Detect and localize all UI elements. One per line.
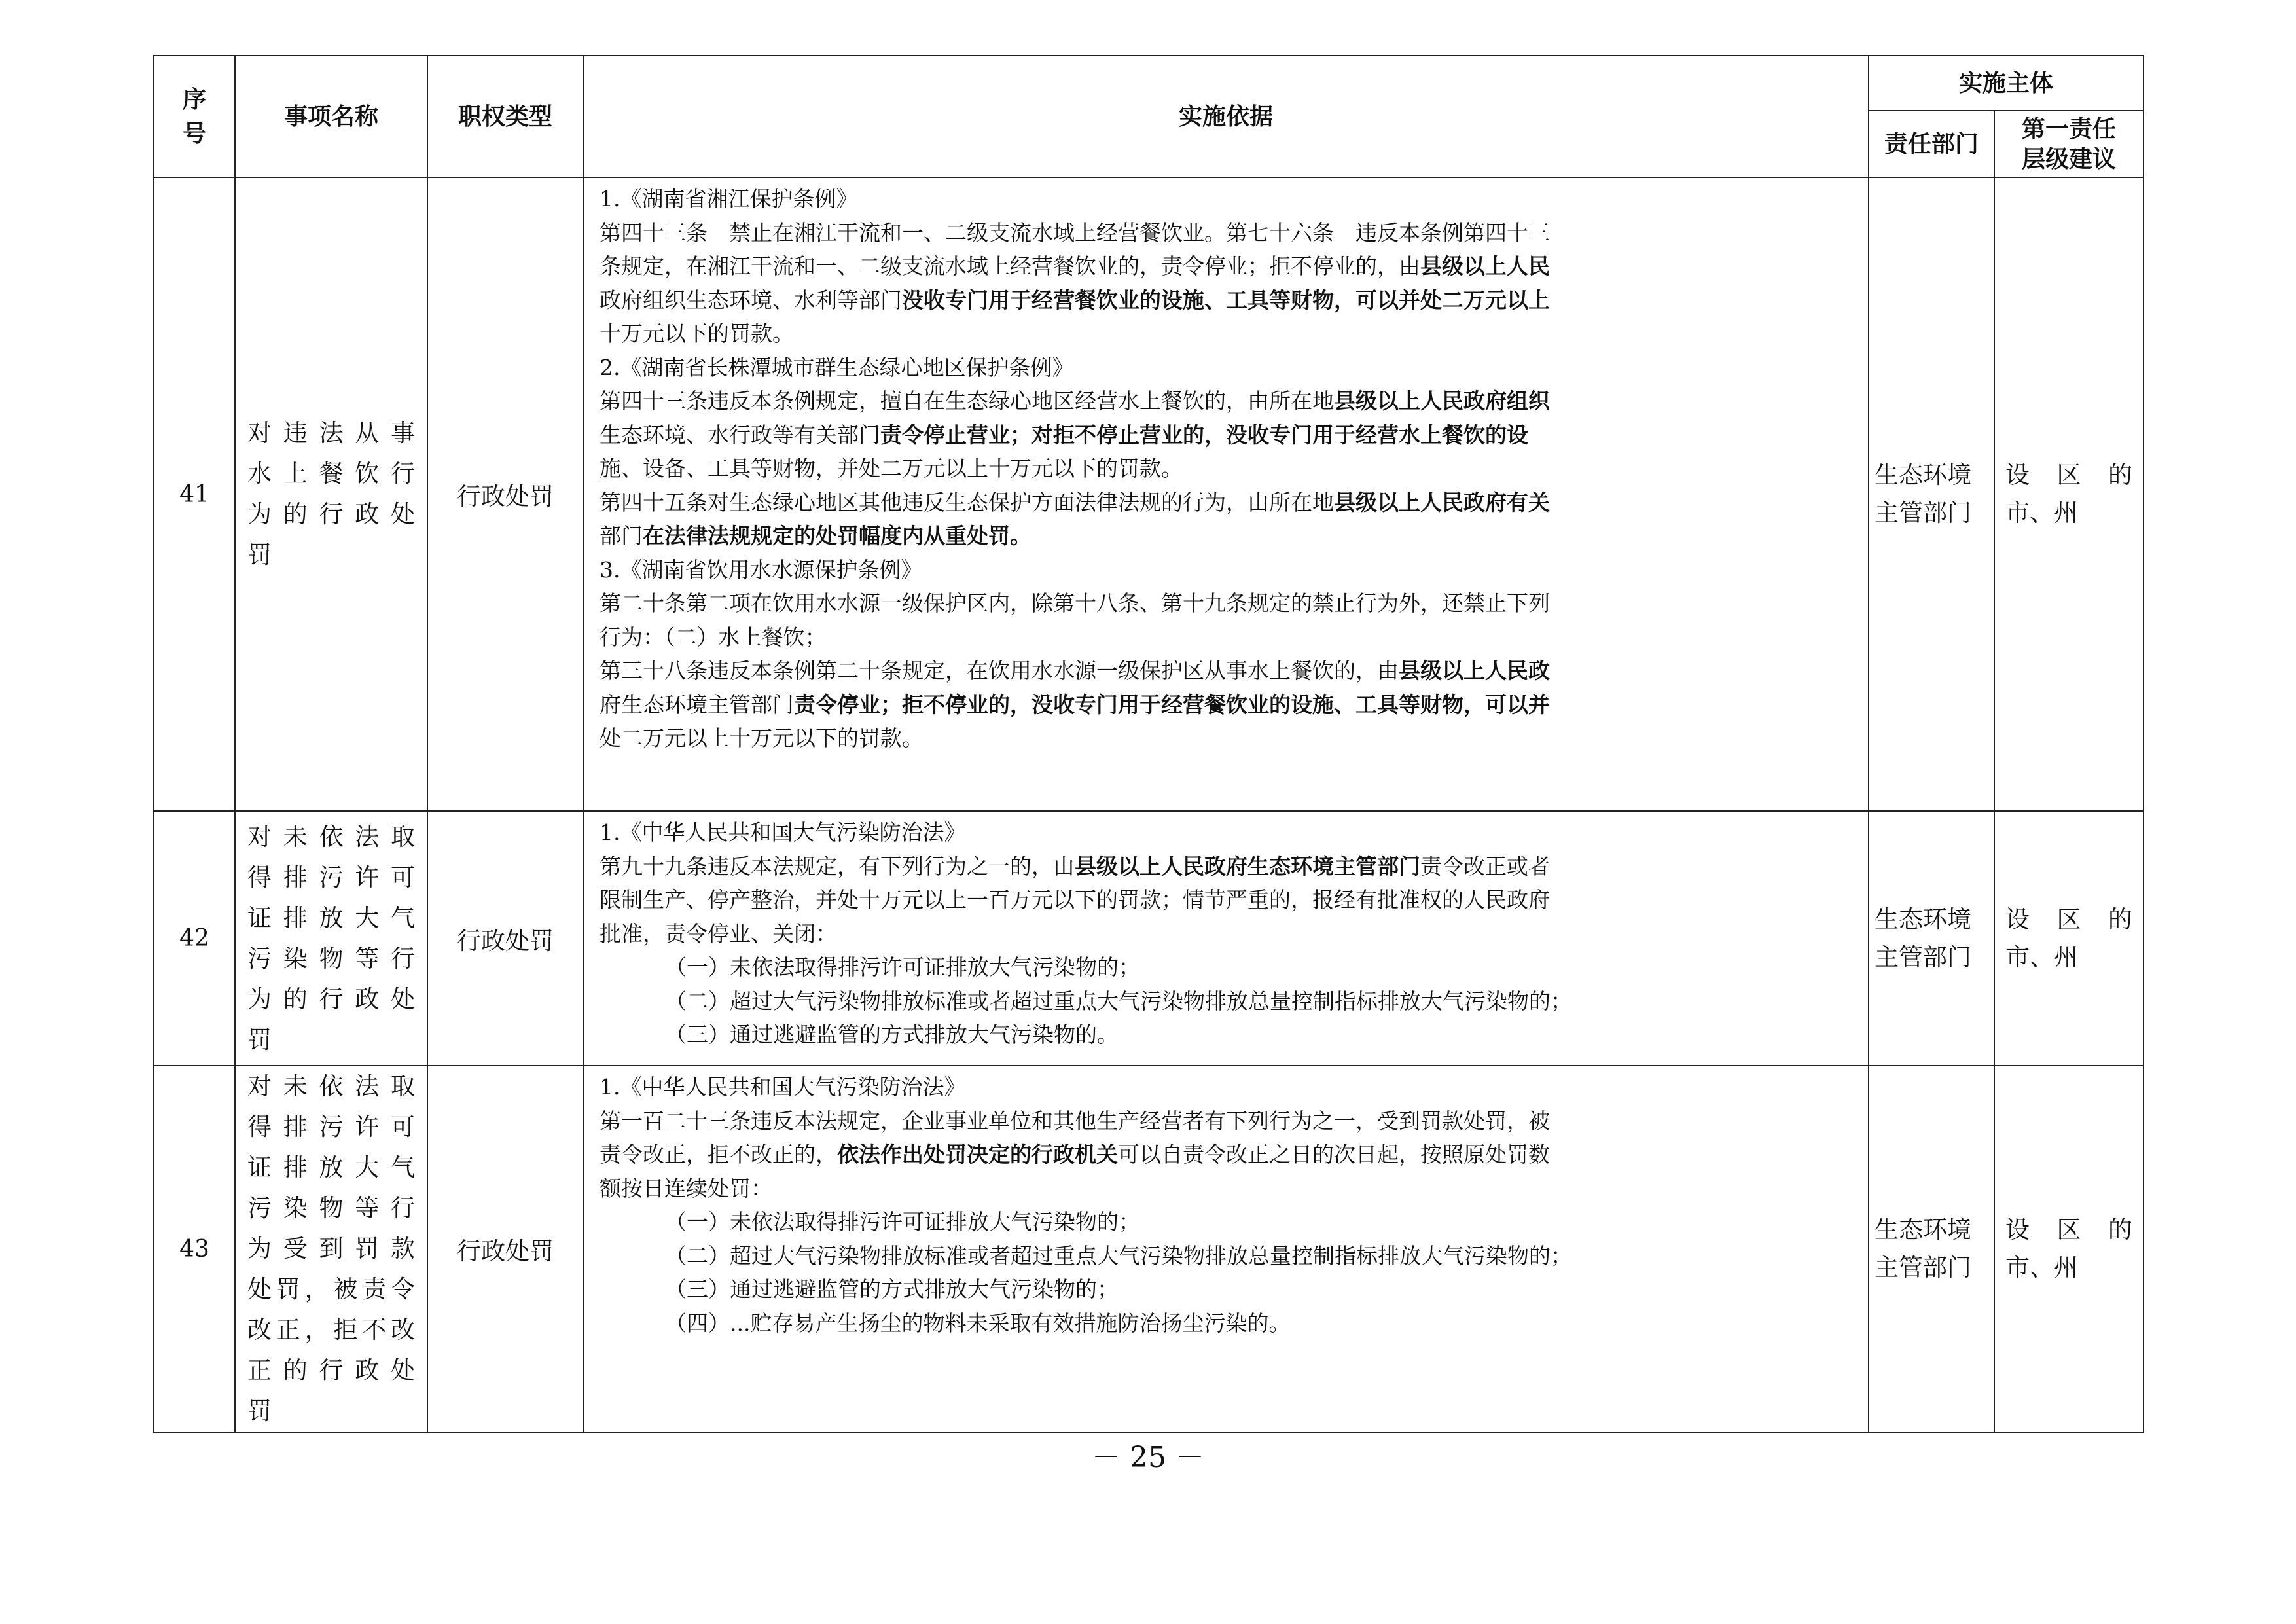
legal-basis bbox=[583, 811, 1869, 1066]
item-name-line: 对未依法取 bbox=[247, 1072, 415, 1100]
item-name-line: 罚 bbox=[247, 541, 272, 569]
legal-basis-text: 1.《湖南省湘江保护条例》 bbox=[600, 186, 858, 211]
legal-basis-text: （一）未依法取得排污许可证排放大气污染物的； bbox=[665, 1209, 1140, 1235]
header-num bbox=[154, 56, 235, 177]
legal-basis-text: 责令改正，拒不改正的， bbox=[600, 1142, 837, 1167]
item-name-line: 罚 bbox=[247, 1025, 272, 1054]
item-name-line: 为受到罚款 bbox=[247, 1235, 415, 1263]
level-line: 市、州 bbox=[2005, 499, 2078, 527]
department-line: 生态环境 bbox=[1874, 1216, 1971, 1244]
table-body bbox=[154, 177, 2144, 1432]
legal-basis-line bbox=[600, 917, 1855, 951]
legal-basis-text: （二）超过大气污染物排放标准或者超过重点大气污染物排放总量控制指标排放大气污染物的； bbox=[665, 988, 1572, 1014]
legal-basis-emphasis: 县级以上人民政府生态环境主管部门 bbox=[1075, 853, 1420, 879]
legal-basis-text: 第三十八条违反本条例第二十条规定，在饮用水水源一级保护区从事水上餐饮的，由 bbox=[600, 658, 1399, 683]
legal-basis-text: 第九十九条违反本法规定，有下列行为之一的，由 bbox=[600, 853, 1075, 879]
legal-basis-line bbox=[600, 1172, 1855, 1206]
header-name: 事项名称 bbox=[235, 56, 427, 177]
authority-type: 行政处罚 bbox=[427, 177, 583, 811]
legal-basis-line bbox=[600, 586, 1855, 621]
legal-basis-emphasis: 责令停止营业；对拒不停止营业的，没收专门用于经营水上餐饮的设 bbox=[880, 422, 1528, 448]
legal-basis-text: 政府组织生态环境、水利等部门 bbox=[600, 287, 902, 313]
legal-basis-line bbox=[600, 216, 1855, 250]
legal-basis-line bbox=[600, 519, 1855, 553]
legal-basis-emphasis: 责令停业；拒不停业的，没收专门用于经营餐饮业的设施、工具等财物，可以并 bbox=[794, 691, 1550, 717]
legal-basis-text: 第二十条第二项在饮用水水源一级保护区内，除第十八条、第十九条规定的禁止行为外，还禁止下列 bbox=[600, 590, 1550, 616]
legal-basis-text: 部门 bbox=[600, 523, 643, 549]
legal-basis-text: 限制生产、停产整治，并处十万元以上一百万元以下的罚款；情节严重的，报经有批准权的人民政府 bbox=[600, 887, 1550, 912]
legal-basis-text: （四）...贮存易产生扬尘的物料未采取有效措施防治扬尘污染的。 bbox=[665, 1310, 1291, 1336]
legal-basis-line bbox=[600, 452, 1855, 486]
legal-basis-line bbox=[600, 1205, 1855, 1239]
page-number: － 25 － bbox=[1092, 1441, 1204, 1474]
legal-basis-emphasis: 没收专门用于经营餐饮业的设施、工具等财物，可以并处二万元以上 bbox=[902, 287, 1550, 313]
responsibility-level bbox=[1994, 1066, 2144, 1432]
legal-basis-line bbox=[600, 1239, 1855, 1273]
department-line: 生态环境 bbox=[1874, 905, 1971, 933]
header-num-top: 序 bbox=[182, 86, 206, 113]
item-name-line: 改正，拒不改 bbox=[247, 1316, 415, 1344]
legal-basis-text: 3.《湖南省饮用水水源保护条例》 bbox=[600, 556, 923, 583]
item-name-line: 证排放大气 bbox=[247, 1153, 415, 1182]
legal-basis-emphasis: 县级以上人民政 bbox=[1399, 658, 1550, 683]
department-line: 主管部门 bbox=[1874, 943, 1971, 971]
header-dept: 责任部门 bbox=[1869, 111, 1994, 177]
legal-basis-text: 施、设备、工具等财物，并处二万元以上十万元以下的罚款。 bbox=[600, 456, 1183, 481]
item-name-line: 罚 bbox=[247, 1397, 272, 1425]
responsibility-level bbox=[1994, 177, 2144, 811]
item-name-line: 对违法从事 bbox=[247, 419, 415, 447]
header-level-line2: 层级建议 bbox=[2022, 145, 2117, 173]
legal-basis-text: 批准，责令停业、关闭： bbox=[600, 920, 837, 947]
table-row bbox=[154, 1066, 2144, 1432]
authority-type: 行政处罚 bbox=[427, 811, 583, 1066]
item-name-line: 对未依法取 bbox=[247, 822, 415, 851]
legal-basis-line bbox=[600, 553, 1855, 587]
legal-basis-line bbox=[600, 1138, 1855, 1172]
header-level bbox=[1994, 111, 2144, 177]
legal-basis-line bbox=[600, 283, 1855, 317]
header-row-1 bbox=[154, 56, 2144, 111]
item-name bbox=[235, 177, 427, 811]
item-name-line: 得排污许可 bbox=[247, 1113, 415, 1141]
legal-basis-text: 十万元以下的罚款。 bbox=[600, 321, 794, 346]
legal-basis-text: 可以自责令改正之日的次日起，按照原处罚数 bbox=[1118, 1142, 1550, 1167]
department-line: 主管部门 bbox=[1874, 1254, 1971, 1282]
legal-basis-line bbox=[600, 883, 1855, 917]
item-name bbox=[235, 811, 427, 1066]
table-row bbox=[154, 811, 2144, 1066]
authority-type: 行政处罚 bbox=[427, 1066, 583, 1432]
legal-basis-line bbox=[600, 351, 1855, 385]
legal-basis-text: 1.《中华人民共和国大气污染防治法》 bbox=[600, 1074, 966, 1100]
legal-basis-line bbox=[600, 621, 1855, 655]
department-line: 主管部门 bbox=[1874, 499, 1971, 527]
legal-basis-text: 第四十三条 禁止在湘江干流和一、二级支流水域上经营餐饮业。第七十六条 违反本条例第四十三 bbox=[600, 219, 1550, 245]
responsible-department bbox=[1869, 177, 1994, 811]
level-line: 设区的 bbox=[2005, 1216, 2133, 1244]
legal-basis-line bbox=[600, 317, 1855, 351]
legal-basis-text: （三）通过逃避监管的方式排放大气污染物的。 bbox=[665, 1022, 1119, 1047]
legal-basis-line bbox=[600, 654, 1855, 688]
item-name-line: 水上餐饮行 bbox=[247, 460, 415, 488]
legal-basis-text: （三）通过逃避监管的方式排放大气污染物的； bbox=[665, 1276, 1119, 1302]
row-number: 41 bbox=[154, 177, 235, 811]
legal-basis-line bbox=[600, 1272, 1855, 1307]
legal-basis-line bbox=[600, 1307, 1855, 1341]
legal-basis-text: 额按日连续处罚： bbox=[600, 1175, 772, 1201]
legal-basis-line bbox=[600, 950, 1855, 984]
legal-basis-emphasis: 县级以上人民政府有关 bbox=[1334, 489, 1550, 515]
header-level-line1: 第一责任 bbox=[2022, 115, 2117, 143]
level-line: 市、州 bbox=[2005, 943, 2078, 971]
legal-basis-emphasis: 在法律法规规定的处罚幅度内从重处罚。 bbox=[643, 523, 1031, 549]
legal-basis-text: 第一百二十三条违反本法规定，企业事业单位和其他生产经营者有下列行为之一，受到罚款处罚，被 bbox=[600, 1108, 1550, 1134]
enforcement-table bbox=[153, 55, 2144, 1433]
item-name-line: 为的行政处 bbox=[247, 500, 415, 528]
item-name-line: 处罚，被责令 bbox=[247, 1275, 415, 1303]
legal-basis-text: 1.《中华人民共和国大气污染防治法》 bbox=[600, 820, 966, 845]
item-name-line: 污染物等行 bbox=[247, 1194, 415, 1222]
legal-basis-line bbox=[600, 384, 1855, 418]
legal-basis bbox=[583, 177, 1869, 811]
responsible-department bbox=[1869, 811, 1994, 1066]
legal-basis-emphasis: 县级以上人民 bbox=[1420, 253, 1550, 279]
row-number: 43 bbox=[154, 1066, 235, 1432]
legal-basis-line bbox=[600, 418, 1855, 452]
department-line: 生态环境 bbox=[1874, 461, 1971, 489]
item-name-line: 污染物等行 bbox=[247, 944, 415, 973]
legal-basis-line bbox=[600, 850, 1855, 884]
responsible-department bbox=[1869, 1066, 1994, 1432]
legal-basis-text: （一）未依法取得排污许可证排放大气污染物的； bbox=[665, 954, 1140, 980]
legal-basis bbox=[583, 1066, 1869, 1432]
legal-basis-text: 2.《湖南省长株潭城市群生态绿心地区保护条例》 bbox=[600, 354, 1074, 380]
legal-basis-line bbox=[600, 486, 1855, 520]
item-name bbox=[235, 1066, 427, 1432]
legal-basis-line bbox=[600, 721, 1855, 755]
legal-basis-text: 府生态环境主管部门 bbox=[600, 691, 794, 717]
legal-basis-text: 第四十三条违反本条例规定，擅自在生态绿心地区经营水上餐饮的，由所在地 bbox=[600, 388, 1334, 414]
legal-basis-text: 行为：（二）水上餐饮； bbox=[600, 624, 827, 650]
level-line: 设区的 bbox=[2005, 461, 2133, 489]
legal-basis-text: 生态环境、水行政等有关部门 bbox=[600, 422, 880, 448]
header-subject: 实施主体 bbox=[1869, 56, 2144, 111]
item-name-line: 为的行政处 bbox=[247, 984, 415, 1013]
legal-basis-line bbox=[600, 182, 1855, 216]
legal-basis-text: 处二万元以上十万元以下的罚款。 bbox=[600, 725, 924, 751]
level-line: 市、州 bbox=[2005, 1254, 2078, 1282]
legal-basis-line bbox=[600, 816, 1855, 850]
legal-basis-text: （二）超过大气污染物排放标准或者超过重点大气污染物排放总量控制指标排放大气污染物的； bbox=[665, 1242, 1572, 1269]
legal-basis-emphasis: 依法作出处罚决定的行政机关 bbox=[837, 1142, 1118, 1167]
item-name-line: 正的行政处 bbox=[247, 1356, 415, 1384]
level-line: 设区的 bbox=[2005, 905, 2133, 933]
legal-basis-line bbox=[600, 984, 1855, 1019]
legal-basis-line bbox=[600, 249, 1855, 283]
legal-basis-text: 责令改正或者 bbox=[1420, 853, 1550, 879]
header-basis: 实施依据 bbox=[583, 56, 1869, 177]
legal-basis-line bbox=[600, 1018, 1855, 1052]
legal-basis-emphasis: 县级以上人民政府组织 bbox=[1334, 388, 1550, 414]
legal-basis-text: 第四十五条对生态绿心地区其他违反生态保护方面法律法规的行为，由所在地 bbox=[600, 489, 1334, 515]
header-type: 职权类型 bbox=[427, 56, 583, 177]
header-num-bottom: 号 bbox=[182, 120, 206, 147]
legal-basis-line bbox=[600, 1070, 1855, 1104]
item-name-line: 证排放大气 bbox=[247, 903, 415, 932]
legal-basis-line bbox=[600, 1104, 1855, 1138]
row-number: 42 bbox=[154, 811, 235, 1066]
legal-basis-text: 条规定，在湘江干流和一、二级支流水域上经营餐饮业的，责令停业；拒不停业的，由 bbox=[600, 253, 1420, 279]
responsibility-level bbox=[1994, 811, 2144, 1066]
legal-basis-line bbox=[600, 688, 1855, 722]
item-name-line: 得排污许可 bbox=[247, 863, 415, 892]
table-row bbox=[154, 177, 2144, 811]
